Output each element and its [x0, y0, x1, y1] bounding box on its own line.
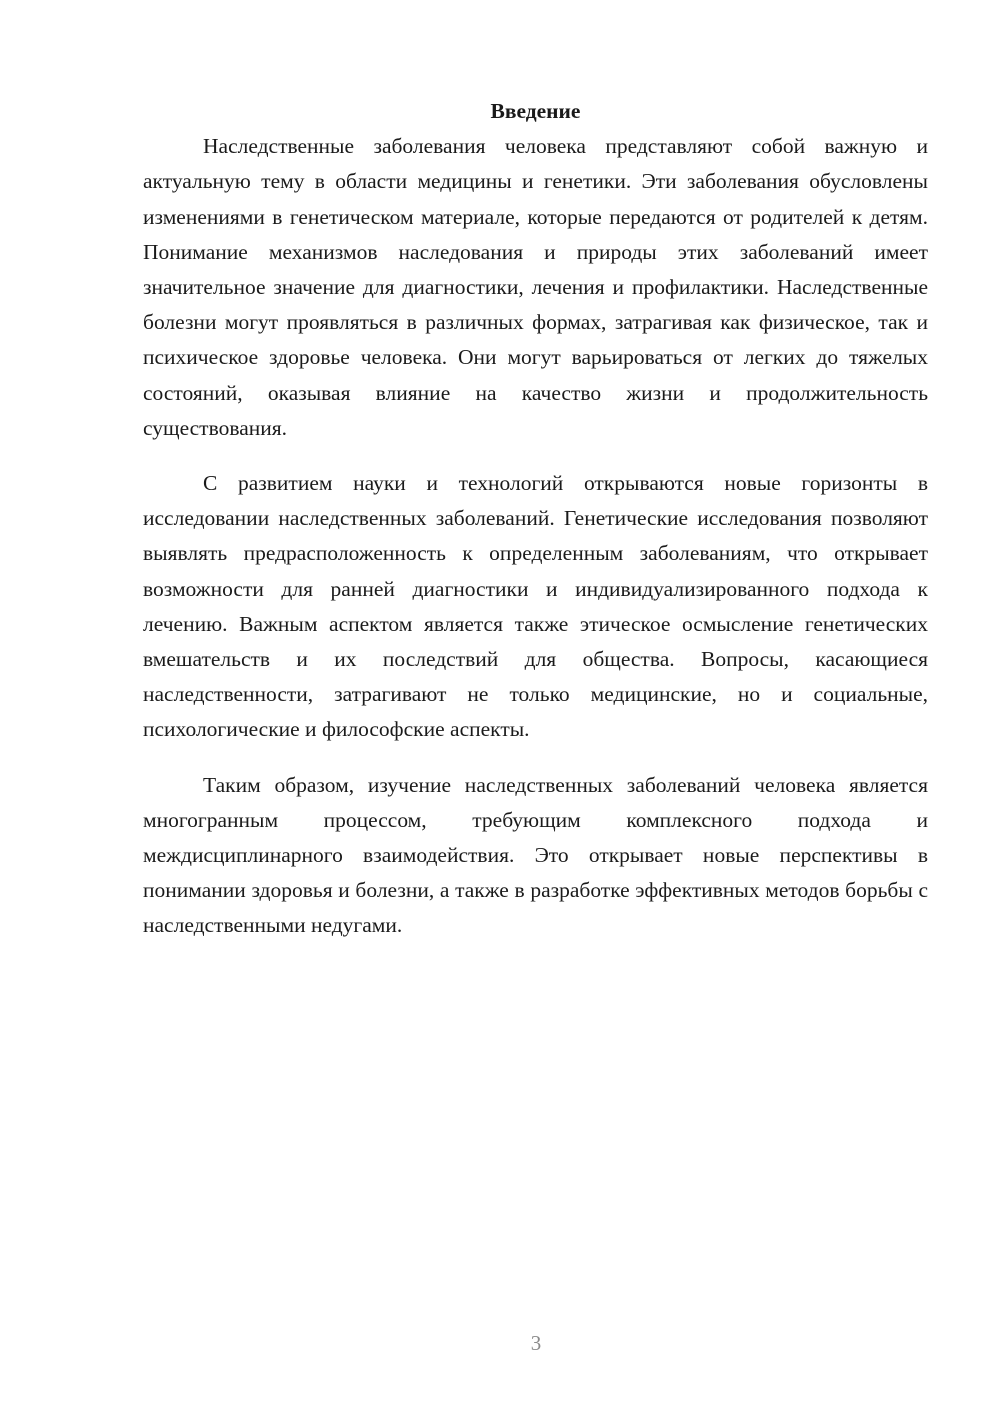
paragraph-3: Таким образом, изучение наследственных заболеваний человека является многогранным процессом, требующим комплексного подхода и междисциплинарного взаимодействия. Это открывает новые перспективы в понимании здоровья и болезни, а также в разработке эффективных методов борьбы с наследственными недугами. — [143, 772, 928, 938]
page-content — [143, 94, 928, 944]
paragraph-2: С развитием науки и технологий открываются новые горизонты в исследовании наследственных заболеваний. Генетические исследования позволяют выявлять предрасположенность к определенным заболеваниям, что открывает возможности для ранней диагностики и индивидуализированного подхода к лечению. Важным аспектом является также этическое осмысление генетических вмешательств и их последствий для общества. Вопросы, касающиеся наследственности, затрагивают не только медицинские, но и социальные, психологические и философские аспекты. — [143, 471, 928, 742]
paragraph-1: Наследственные заболевания человека представляют собой важную и актуальную тему в области медицины и генетики. Эти заболевания обусловлены изменениями в генетическом материале, которые передаются от родителей к детям. Понимание механизмов наследования и природы этих заболеваний имеет значительное значение для диагностики, лечения и профилактики. Наследственные болезни могут проявляться в различных формах, затрагивая как физическое, так и психическое здоровье человека. Они могут варьироваться от легких до тяжелых состояний, оказывая влияние на качество жизни и продолжительность существования. — [143, 134, 928, 440]
page-number: 3 — [530, 1331, 542, 1355]
section-heading: Введение — [490, 99, 581, 123]
